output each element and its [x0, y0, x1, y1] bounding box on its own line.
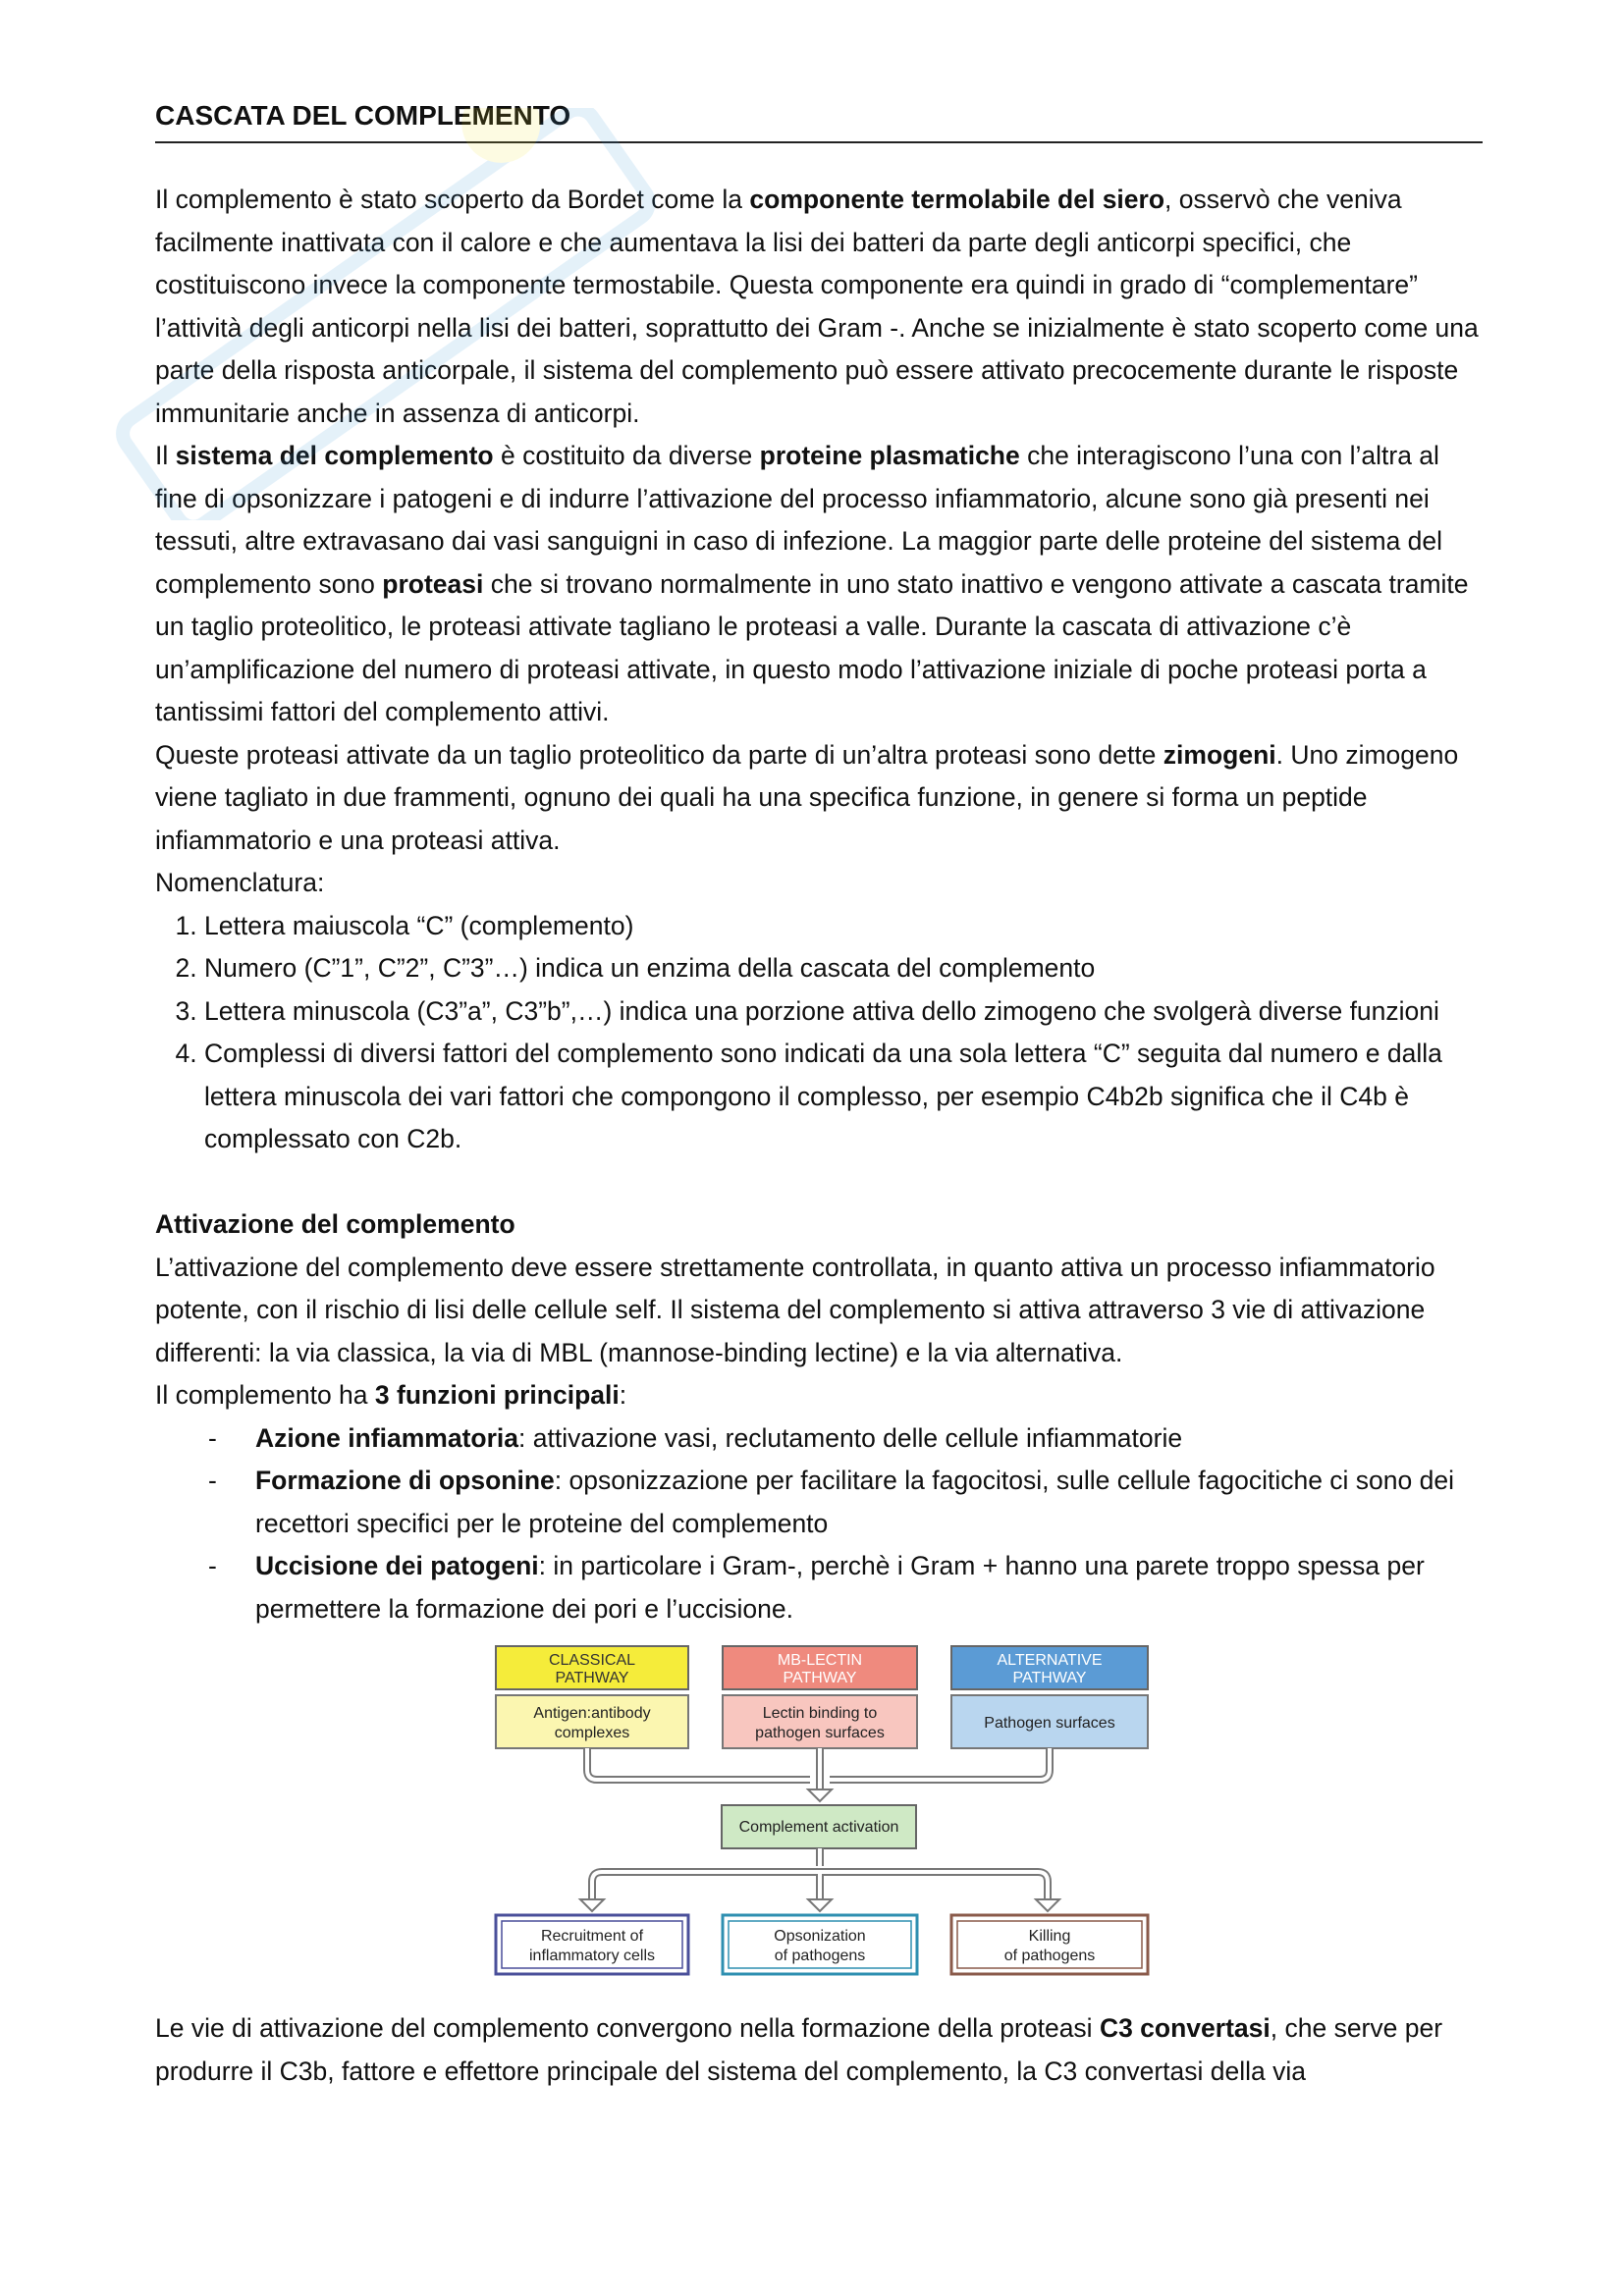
- mb-lectin-pathway-label: PATHWAY: [783, 1670, 857, 1686]
- complement-activation-label: Complement activation: [738, 1819, 899, 1836]
- outcome-recruitment-box: [496, 1915, 688, 1974]
- alternative-pathway-label: PATHWAY: [1012, 1670, 1087, 1686]
- list-item: 4. Complessi di diversi fattori del complemento sono indicati da una sola lettera “C” seguita dal numero e dalla lettera minuscola dei vari fattori che compongono il complesso, per esempio C4b2b significa che il C4b è complessato con C2b.: [204, 1033, 1483, 1161]
- alternative-pathway-label: ALTERNATIVE: [997, 1652, 1103, 1669]
- outcome-opsonization-box: [723, 1915, 917, 1974]
- list-item: - Uccisione dei patogeni: in particolare i Gram-, perchè i Gram + hanno una parete troppo spessa per permettere la formazione dei pori e l’uccisione.: [255, 1545, 1483, 1630]
- mb-lectin-trigger-text: pathogen surfaces: [755, 1725, 885, 1741]
- converge-arrow: [587, 1748, 1050, 1791]
- outcome-killing-text: Killing: [1028, 1928, 1071, 1945]
- classical-trigger-text: complexes: [554, 1725, 630, 1741]
- alternative-trigger-text: Pathogen surfaces: [984, 1715, 1115, 1732]
- classical-pathway-label: PATHWAY: [555, 1670, 629, 1686]
- document-page: [155, 94, 1483, 2093]
- paragraph-functions-intro: Il complemento ha 3 funzioni principali:: [155, 1380, 627, 1410]
- complement-pathways-diagram: [494, 1644, 1152, 1978]
- list-item: 2. Numero (C”1”, C”2”, C”3”…) indica un enzima della cascata del complemento: [204, 947, 1483, 990]
- functions-list: [155, 1417, 1483, 1631]
- outcome-recruitment-text: inflammatory cells: [528, 1948, 656, 1964]
- list-item: - Azione infiammatoria: attivazione vasi, reclutamento delle cellule infiammatorie: [255, 1417, 1483, 1461]
- outcome-opsonization-text: Opsonization: [774, 1928, 866, 1945]
- mb-lectin-trigger-text: Lectin binding to: [762, 1705, 878, 1722]
- paragraph-activation: L’attivazione del complemento deve essere strettamente controllata, in quanto attiva un processo infiammatorio potente, con il rischio di lisi delle cellule self. Il sistema del complemento si attiva attraverso 3 vie di attivazione differenti: la via classica, la via di MBL (mannose-binding lectine) e la via alternativa.: [155, 1252, 1435, 1367]
- paragraph-c3-convertase: Le vie di attivazione del complemento convergono nella formazione della proteasi C3 convertasi, che serve per produrre il C3b, fattore e effettore principale del sistema del complemento, la C3 convertasi della via: [155, 2013, 1443, 2086]
- outcome-opsonization-text: of pathogens: [774, 1948, 866, 1964]
- classical-pathway-label: CLASSICAL: [548, 1652, 636, 1669]
- list-item: - Formazione di opsonine: opsonizzazione per facilitare la fagocitosi, sulle cellule fagocitiche ci sono dei recettori specifici per le proteine del complemento: [255, 1460, 1483, 1545]
- list-item: 1. Lettera maiuscola “C” (complemento): [204, 905, 1483, 948]
- arrow-head: [808, 1789, 832, 1801]
- paragraph-zymogens: Queste proteasi attivate da un taglio proteolitico da parte di un’altra proteasi sono dette zimogeni. Uno zimogeno viene tagliato in due frammenti, ognuno dei quali ha una specifica funzione, in genere si forma un peptide infiammatorio e una proteasi attiva.: [155, 739, 1459, 855]
- outcome-killing-box: [951, 1915, 1148, 1974]
- page-title: CASCATA DEL COMPLEMENTO: [155, 94, 1483, 143]
- arrow-head: [580, 1899, 604, 1911]
- classical-trigger-text: Antigen:antibody: [533, 1705, 651, 1722]
- outcome-killing-text: of pathogens: [1003, 1948, 1096, 1964]
- nomenclature-label: Nomenclatura:: [155, 868, 325, 897]
- diagram-svg: [494, 1644, 1152, 1978]
- paragraph-system: Il sistema del complemento è costituito da diverse proteine plasmatiche che interagiscono l’una con l’altra al fine di opsonizzare i patogeni e di indurre l’attivazione del processo infiammatorio, alcune sono già presenti nei tessuti, altre extravasano dai vasi sanguigni in caso di infezione. La maggior parte delle proteine del sistema del complemento sono proteasi che si trovano normalmente in uno stato inattivo e vengono attivate a cascata tramite un taglio proteolitico, le proteasi attivate tagliano le proteasi a valle. Durante la cascata di attivazione c’è un’amplificazione del numero di proteasi attivate, in questo modo l’attivazione iniziale di poche proteasi porta a tantissimi fattori del complemento attivi.: [155, 441, 1469, 726]
- nomenclature-list: [155, 905, 1483, 1161]
- mb-lectin-pathway-label: MB-LECTIN: [777, 1652, 863, 1669]
- list-item: 3. Lettera minuscola (C3”a”, C3”b”,…) indica una porzione attiva dello zimogeno che svolgerà diverse funzioni: [204, 990, 1483, 1034]
- section-heading-activation: Attivazione del complemento: [155, 1209, 515, 1239]
- paragraph-intro: Il complemento è stato scoperto da Bordet come la componente termolabile del siero, osservò che veniva facilmente inattivata con il calore e che aumentava la lisi dei batteri da parte degli anticorpi specifici, che costituiscono invece la componente termostabile. Questa componente era quindi in grado di “complementare” l’attività degli anticorpi nella lisi dei batteri, soprattutto dei Gram -. Anche se inizialmente è stato scoperto come una parte della risposta anticorpale, il sistema del complemento può essere attivato precocemente durante le risposte immunitarie anche in assenza di anticorpi.: [155, 185, 1479, 428]
- outcome-recruitment-text: Recruitment of: [540, 1928, 644, 1945]
- arrow-head: [1036, 1899, 1059, 1911]
- arrow-head: [808, 1899, 832, 1911]
